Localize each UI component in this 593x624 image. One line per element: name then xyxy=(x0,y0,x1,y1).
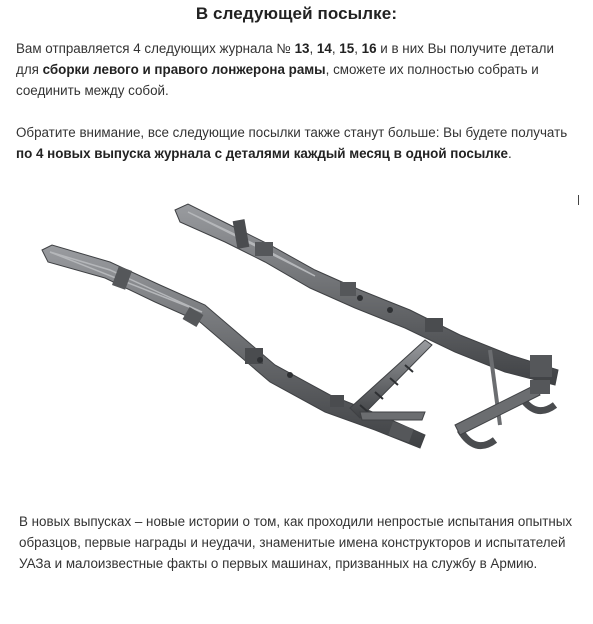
p1-sep-2: , xyxy=(331,41,340,56)
right-frame-rail xyxy=(175,204,558,385)
chassis-frame-photo xyxy=(30,190,580,490)
cross-member-bracket xyxy=(350,340,432,420)
issue-number-14: 14 xyxy=(316,41,332,56)
p1-text-1: Вам отправляется 4 следующих журнала № xyxy=(16,41,295,56)
p1-sep-1: , xyxy=(309,41,317,56)
notice-paragraph xyxy=(16,122,576,164)
p2-text-1: Обратите внимание, все следующие посылки также станут больше: Вы будете получать xyxy=(16,125,568,140)
p2-emphasis: по 4 новых выпуска журнала с деталями каждый месяц в одной посылке xyxy=(16,146,508,161)
issue-number-13: 13 xyxy=(294,41,310,56)
section-heading: В следующей посылке: xyxy=(195,4,398,23)
p1-text-2: и в них Вы получите детали для xyxy=(16,41,554,77)
issue-number-15: 15 xyxy=(339,41,355,56)
p1-sep-3: , xyxy=(354,41,362,56)
p1-text-3: , сможете их полностью собрать и соединить между собой. xyxy=(16,62,539,98)
new-issues-paragraph: В новых выпусках – новые истории о том, как проходили непростые испытания опытных образцов, первые награды и неудачи, знаменитые имена конструкторов и испытателей УАЗа и малоизвестные факты о первых машинах, призванных на службу в Армию. xyxy=(19,514,573,571)
p1-emphasis: сборки левого и правого лонжерона рамы xyxy=(42,62,326,77)
p2-text-2: . xyxy=(507,146,512,161)
issue-number-16: 16 xyxy=(361,41,377,56)
shipment-paragraph xyxy=(16,38,576,101)
